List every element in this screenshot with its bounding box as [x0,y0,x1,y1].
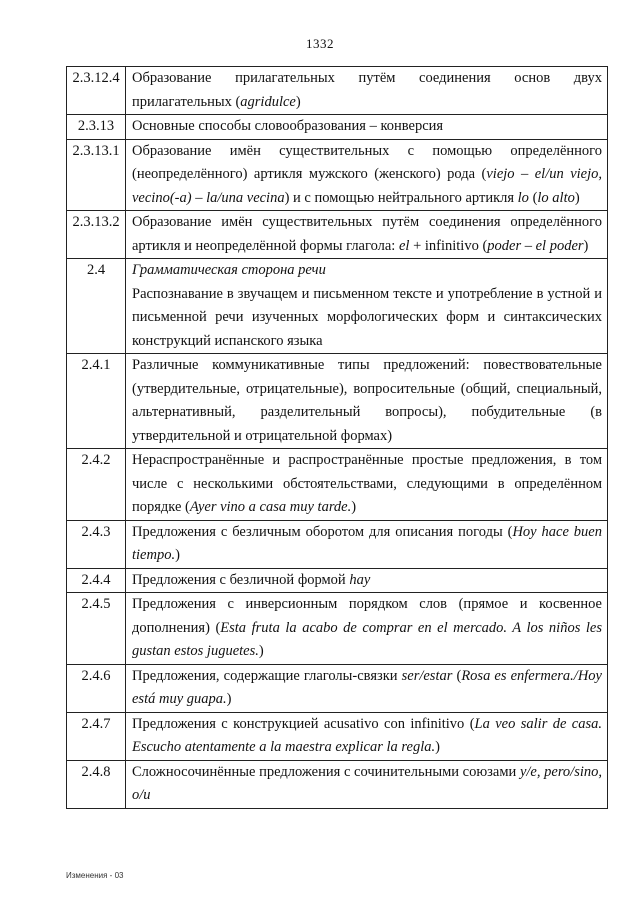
text-segment: Основные способы словообразования – конверсия [132,118,444,134]
text-segment: Предложения с инверсионным порядком слов (прямое и косвенное дополнения) ( [132,596,602,636]
text-segment: Образование имён существительных с помощью определённого (неопределённого) артикля мужского (женского) рода ( [132,142,602,182]
footer-note: Изменения - 03 [66,871,124,880]
text-segment: Образование имён существительных путём соединения определённого артикля и неопределённой формы глагола: [132,214,602,254]
text-segment: ) [583,237,589,254]
text-segment: ( [528,189,538,206]
table-row [67,449,608,521]
table-row [67,593,608,665]
row-text [126,259,608,354]
text-segment: Различные коммуникативные типы предложений: повествовательные (утвердительные, отрицательные), вопросительные (общий, специальный, альтернативный, разделительный вопросы), побудительные (в утвердительной и отрицательной формах) [132,357,602,444]
example-text: poder – el poder [487,237,584,254]
example-text: hay [349,571,371,588]
text-segment: ) [175,547,180,563]
example-text: agridulce [240,93,296,110]
text-segment: Предложения, содержащие глаголы-связки [132,667,402,684]
row-description [132,569,602,593]
text-segment: Предложения с безличной формой [132,571,350,588]
row-description [132,354,602,448]
example-text: Ayer vino a casa muy tarde. [189,499,352,515]
row-description [132,761,602,808]
table-row [67,664,608,712]
row-number: 2.3.12.4 [67,67,126,115]
text-segment: Предложения с безличным оборотом для описания погоды ( [132,523,513,540]
row-description [132,713,602,760]
table-row [67,139,608,211]
example-text: ser/estar [401,667,453,684]
row-description [132,283,602,354]
example-text: el [398,237,410,254]
text-segment: ) [295,93,301,110]
example-text: Esta fruta la acabo de comprar en el mercado. A los niños les gustan estos juguetes. [132,619,602,659]
row-description [132,115,602,139]
row-description [132,449,602,520]
row-number: 2.4 [67,259,126,354]
row-number: 2.3.13 [67,115,126,140]
row-number: 2.3.13.2 [67,211,126,259]
table-row [67,67,608,115]
text-segment: ( [452,667,462,684]
table-row [67,354,608,449]
text-segment: ) [574,189,580,206]
row-text [126,568,608,593]
row-text [126,354,608,449]
row-number: 2.4.4 [67,568,126,593]
text-segment: Сложносочинённые предложения с сочинительными союзами [132,763,520,780]
row-number: 2.4.1 [67,354,126,449]
row-description [132,665,602,712]
example-text: viejo – el/un viejo, vecino(-a) – la/una vecina [132,166,602,206]
row-number: 2.4.2 [67,449,126,521]
grammar-table [66,66,608,809]
row-description [132,521,602,568]
row-number: 2.3.13.1 [67,139,126,211]
text-segment: ) [435,739,440,755]
row-text [126,115,608,140]
table-row [67,760,608,808]
example-text: Rosa es enfermera./Hoy está muy guapa. [132,667,602,707]
example-text: La veo salir de casa. Escucho atentamente a la maestra explicar la regla. [132,715,603,755]
row-text [126,664,608,712]
text-segment: Предложения с конструкцией acusativo con infinitivo ( [132,715,475,732]
table-row [67,712,608,760]
row-number: 2.4.3 [67,520,126,568]
page-number: 1332 [306,36,334,51]
row-number: 2.4.6 [67,664,126,712]
table-row [67,568,608,593]
row-number: 2.4.5 [67,593,126,665]
row-text [126,593,608,665]
row-number: 2.4.7 [67,712,126,760]
row-text [126,712,608,760]
text-segment: ) и с помощью нейтрального артикля [284,189,518,206]
text-segment: Нераспространённые и распространённые простые предложения, в том числе с несколькими обстоятельствами, следующими в определённом порядке ( [132,452,602,515]
row-text [126,449,608,521]
text-segment: ) [258,643,264,659]
text-segment: Образование прилагательных путём соединения основ двух прилагательных ( [132,70,602,110]
row-description [132,593,602,664]
row-number: 2.4.8 [67,760,126,808]
row-description [132,67,602,114]
row-text [126,520,608,568]
row-description [132,140,602,211]
row-description [132,211,602,258]
table-row [67,115,608,140]
text-segment: Распознавание в звучащем и письменном тексте и употребление в устной и письменной речи изученных морфологических форм и синтаксических конструкций испанского языка [132,285,602,349]
row-text [126,139,608,211]
text-segment: + infinitivo ( [409,237,488,254]
table-row [67,520,608,568]
table-row [67,211,608,259]
example-text: lo alto [537,189,575,206]
row-text [126,67,608,115]
example-text: y/e, pero/sino, o/u [132,763,603,803]
table-row [67,259,608,354]
row-text [126,760,608,808]
example-text: Hoy hace buen tiempo. [132,523,602,563]
row-text [126,211,608,259]
text-segment: ) [351,499,357,515]
section-heading: Грамматическая сторона речи [132,262,326,278]
example-text: lo [517,189,529,206]
text-segment: ) [226,691,232,707]
